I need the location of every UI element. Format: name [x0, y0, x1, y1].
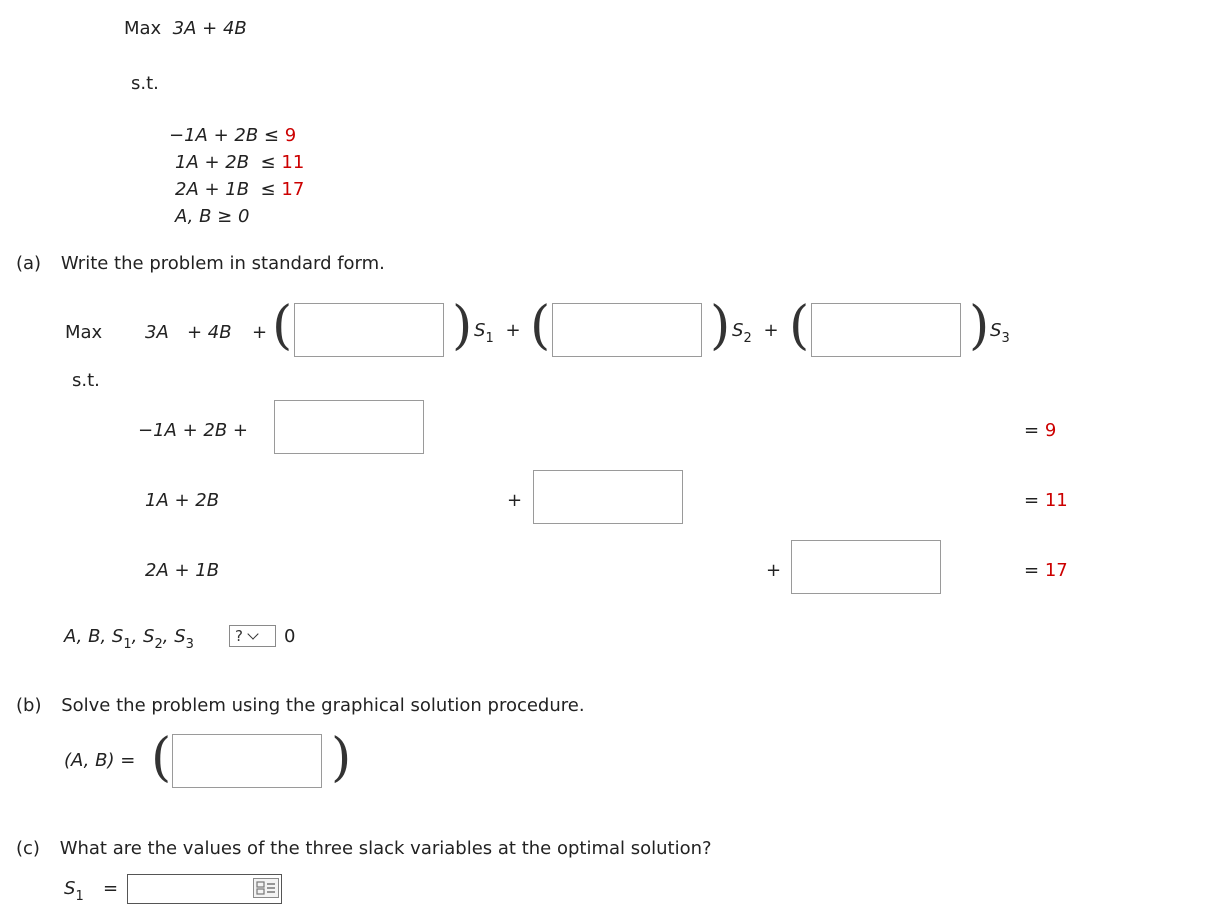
nonneg-sub-3: 3 [185, 637, 194, 652]
subject-to-label: s.t. [131, 73, 159, 94]
slack-s3-sub: 3 [1001, 331, 1010, 346]
slack-s1-sub: 1 [485, 331, 494, 346]
row-3-lhs: 2A + 1B [145, 560, 220, 581]
slack-s1-letter: S [474, 320, 486, 341]
open-paren-ab: ( [151, 728, 172, 788]
std-nonneg-vars: A, B, $S_1$, $S_2$, $S_3$ [64, 626, 194, 652]
constraint-3 [175, 179, 304, 200]
part-c-heading [16, 838, 712, 859]
close-paren-2: ) [710, 296, 731, 356]
row-2-s2-input[interactable] [533, 470, 683, 524]
objective-max: Max [124, 18, 162, 39]
s1-answer-eq: = [103, 878, 119, 899]
s1-answer-letter: S [64, 878, 76, 899]
s1-answer-label [64, 878, 84, 904]
std-obj-term-4b: + 4B [187, 322, 232, 343]
s1-coefficient-input[interactable] [294, 303, 444, 357]
part-b-heading [16, 695, 585, 716]
slack-s2-letter: S [732, 320, 744, 341]
part-a-label: (a) [16, 253, 42, 274]
slack-s3-term [990, 320, 1010, 346]
constraint-1-rhs: 9 [284, 125, 297, 146]
ab-label [64, 750, 135, 771]
row-1-rhs [1024, 420, 1056, 441]
row-1-lhs: −1A + 2B + [138, 420, 248, 441]
constraint-1 [169, 125, 296, 146]
part-a-prompt: Write the problem in standard form. [60, 253, 385, 274]
ab-solution-input[interactable] [172, 734, 322, 788]
part-b-prompt: Solve the problem using the graphical solution procedure. [61, 695, 585, 716]
s3-coefficient-input[interactable] [811, 303, 961, 357]
row-2-plus: + [507, 490, 523, 511]
open-paren-3: ( [789, 296, 810, 356]
part-c-prompt: What are the values of the three slack variables at the optimal solution? [59, 838, 712, 859]
slack-s2-sub: 2 [743, 331, 752, 346]
close-paren-ab: ) [331, 728, 352, 788]
constraint-3-op: ≤ [260, 179, 276, 200]
constraint-2-op: ≤ [260, 152, 276, 173]
nonnegativity: A, B ≥ 0 [175, 206, 250, 227]
row-2-rhs [1024, 490, 1068, 511]
part-c-label: (c) [16, 838, 40, 859]
objective-function [124, 18, 247, 39]
constraint-3-lhs: 2A + 1B [175, 179, 250, 200]
constraint-2 [175, 152, 304, 173]
std-obj-plus: + [252, 322, 268, 343]
close-paren-1: ) [452, 296, 473, 356]
constraint-3-rhs: 17 [281, 179, 305, 200]
inequality-select[interactable] [229, 625, 276, 647]
part-a-heading [16, 253, 385, 274]
slack-s1-plus: + [505, 320, 521, 341]
std-max-label: Max [65, 322, 103, 343]
s2-coefficient-input[interactable] [552, 303, 702, 357]
constraint-1-lhs: −1A + 2B [169, 125, 259, 146]
row-3-eq: = [1024, 560, 1040, 581]
chevron-down-icon [247, 628, 258, 639]
row-3-rhs-value: 17 [1044, 560, 1068, 581]
nonneg-sub-2: 2 [154, 637, 163, 652]
part-b-label: (b) [16, 695, 42, 716]
slack-s1-term [474, 320, 521, 346]
open-paren-1: ( [272, 296, 293, 356]
slack-s2-plus: + [763, 320, 779, 341]
objective-expression: 3A + 4B [172, 18, 247, 39]
row-1-s1-input[interactable] [274, 400, 424, 454]
inequality-select-value: ? [235, 627, 243, 645]
slack-s3-letter: S [990, 320, 1002, 341]
slack-s2-term [732, 320, 779, 346]
row-2-lhs: 1A + 2B [145, 490, 220, 511]
close-paren-3: ) [969, 296, 990, 356]
std-subject-to: s.t. [72, 370, 100, 391]
std-obj-term-3a: 3A [145, 322, 169, 343]
nonneg-sub-1: 1 [123, 637, 132, 652]
row-3-s3-input[interactable] [791, 540, 941, 594]
row-3-rhs [1024, 560, 1068, 581]
row-1-rhs-value: 9 [1044, 420, 1057, 441]
open-paren-2: ( [530, 296, 551, 356]
row-3-plus: + [766, 560, 782, 581]
constraint-1-op: ≤ [263, 125, 280, 146]
constraint-2-lhs: 1A + 2B [175, 152, 250, 173]
nonneg-vars-text: A, B, S [64, 626, 124, 647]
constraint-2-rhs: 11 [281, 152, 305, 173]
row-1-eq: = [1024, 420, 1040, 441]
s1-answer-sub: 1 [75, 889, 84, 904]
std-nonneg-rhs: 0 [284, 626, 296, 647]
row-2-eq: = [1024, 490, 1040, 511]
keypad-icon[interactable] [253, 878, 279, 898]
row-2-rhs-value: 11 [1044, 490, 1068, 511]
ab-label-text: (A, B) = [64, 750, 136, 771]
